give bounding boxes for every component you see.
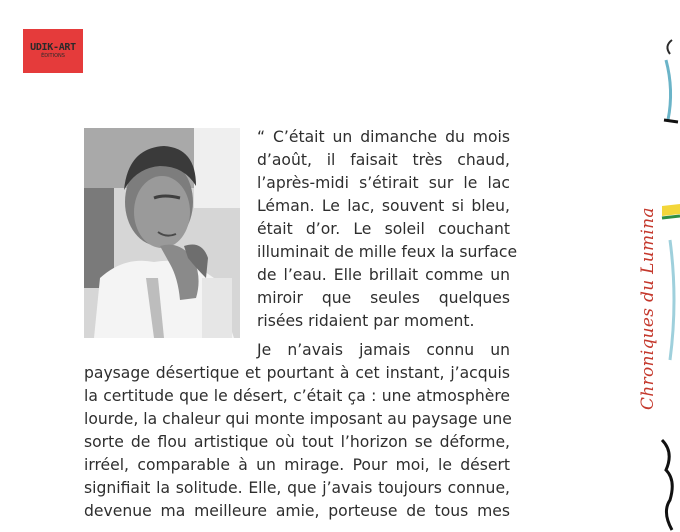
text-line: lourde, la chaleur qui monte imposant au paysage une [84,410,512,428]
text-line: signifiait la solitude. Elle, que j’avais toujours connue, [84,479,510,497]
text-line: Je n’avais jamais connu un [257,341,510,359]
text-line: d’août, il faisait très chaud, [257,151,510,169]
text-line: irréel, comparable à un mirage. Pour moi, le désert [84,456,510,474]
text-line: devenue ma meilleure amie, porteuse de tous mes [84,502,510,520]
cover-artwork-edge [660,0,680,532]
text-line: l’après-midi s’étirait sur le lac [257,174,510,192]
logo-wordmark: UDIK-ART [30,41,76,53]
text-line: Léman. Le lac, souvent si bleu, [257,197,510,215]
text-line: “ C’était un dimanche du mois [257,128,510,146]
author-portrait [84,128,240,338]
paragraph-main [84,339,510,523]
text-line: risées ridaient par moment. [257,312,475,330]
publisher-logo [23,29,83,73]
logo-subtitle: ÉDITIONS [41,52,65,59]
book-series-title: Chroniques du Lumina [638,207,658,410]
text-line: sorte de flou artistique où tout l’horizon se déforme, [84,433,510,451]
text-line: la certitude que le désert, c’était ça : une atmosphère [84,387,510,405]
paragraph-intro [257,126,518,333]
text-line: était d’or. Le soleil couchant [257,220,510,238]
text-line: paysage désertique et pourtant à cet instant, j’acquis [84,364,510,382]
text-line: de l’eau. Elle brillait comme un [257,266,510,284]
text-line: illuminait de mille feux la surface [257,243,518,261]
text-line: miroir que seules quelques [257,289,510,307]
